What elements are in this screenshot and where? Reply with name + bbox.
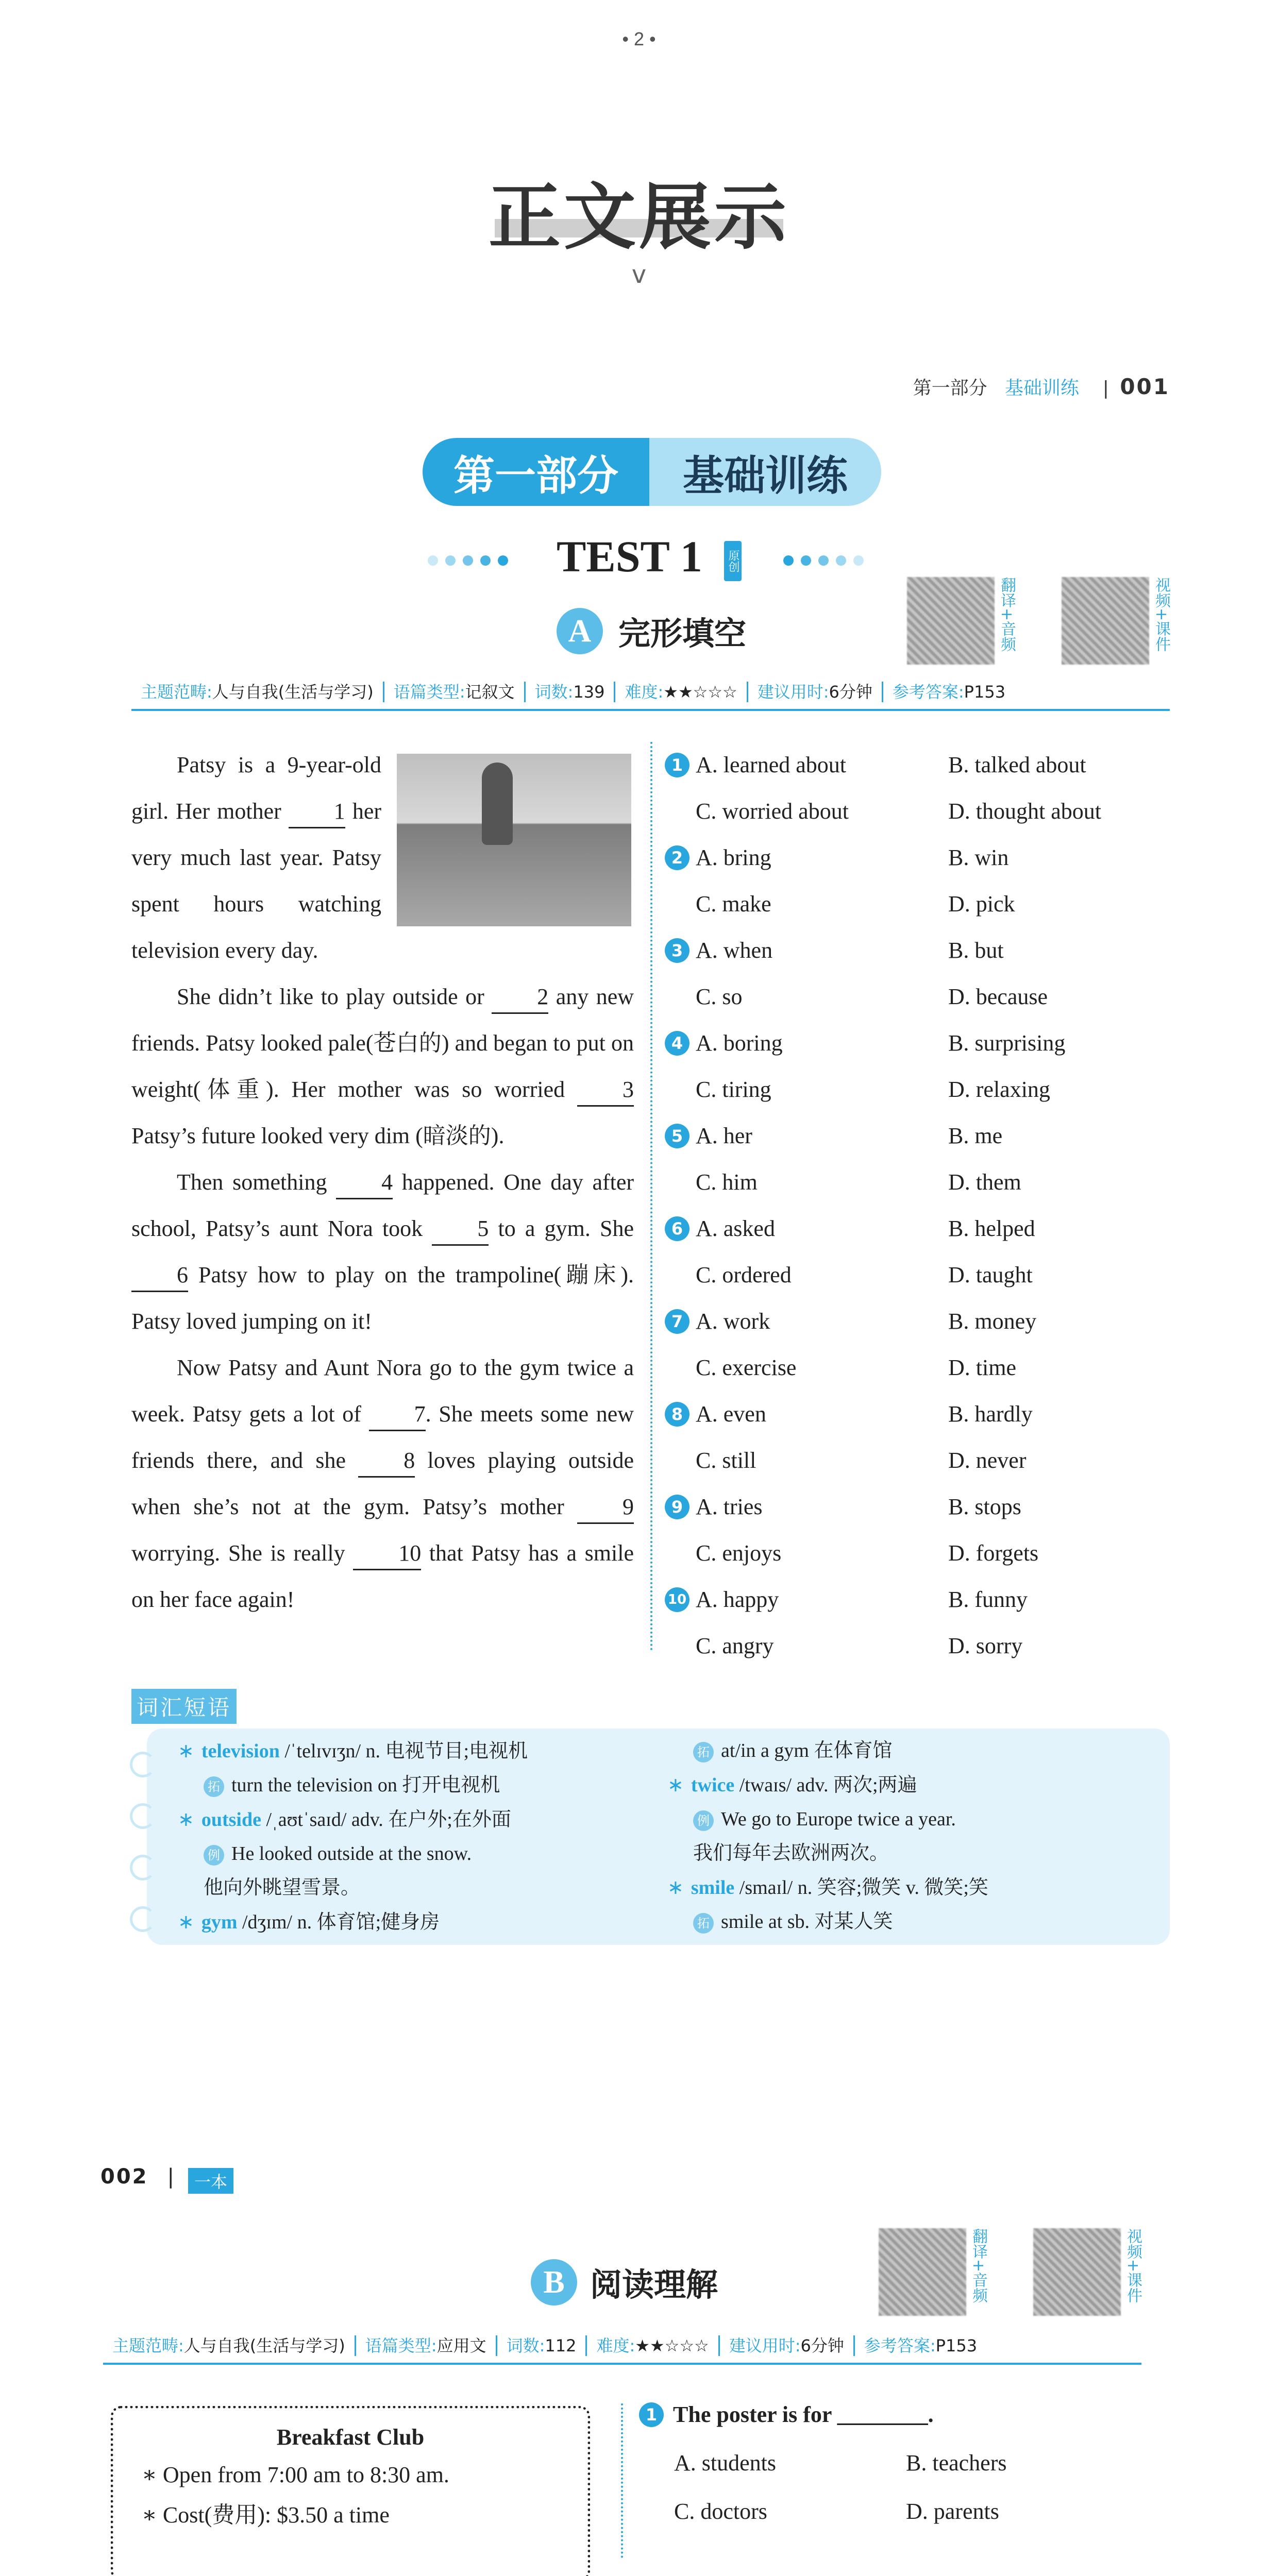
info-words: 词数:139 bbox=[526, 682, 616, 702]
page-mark: • 2 • bbox=[622, 28, 656, 49]
vocab-title: 词汇短语 bbox=[131, 1689, 237, 1724]
decor-dots-left bbox=[428, 555, 508, 566]
header-page-number: 001 bbox=[1120, 374, 1170, 399]
question-number: 1 bbox=[639, 2402, 664, 2427]
question-number: 7 bbox=[665, 1309, 690, 1334]
question-number: 2 bbox=[665, 845, 690, 870]
part-banner bbox=[423, 438, 881, 506]
question-5 bbox=[665, 1113, 1159, 1206]
passage-p2a: She didn’t like to play outside or bbox=[177, 984, 484, 1009]
extend-icon: 拓 bbox=[204, 1776, 224, 1797]
section-title: 阅读理解 bbox=[590, 2266, 718, 2303]
question-number: 1 bbox=[665, 753, 690, 777]
banner-section: 基础训练 bbox=[649, 438, 881, 506]
passage-text bbox=[131, 742, 634, 1623]
option-a[interactable]: A. happy bbox=[696, 1587, 779, 1612]
question-2 bbox=[665, 835, 1159, 927]
question-number: 5 bbox=[665, 1124, 690, 1148]
passage-p4e: that Patsy has a smile on her face again! bbox=[131, 1540, 634, 1612]
blank-9[interactable]: 9 bbox=[577, 1492, 634, 1524]
passage-p4a: Now Patsy and Aunt Nora go to the gym twice a week. Patsy gets a lot of bbox=[131, 1355, 634, 1427]
vocab-word: gym bbox=[201, 1911, 238, 1933]
reading-question-1 bbox=[639, 2391, 1154, 2536]
original-badge: 原创 bbox=[724, 541, 742, 581]
option-a[interactable]: A. even bbox=[696, 1401, 766, 1427]
question-number: 9 bbox=[665, 1495, 690, 1519]
option-a[interactable]: A. boring bbox=[696, 1030, 783, 1056]
blank-4[interactable]: 4 bbox=[336, 1167, 393, 1199]
info-answer: 参考答案:P153 bbox=[892, 682, 1006, 702]
header-divider: | bbox=[1102, 378, 1109, 399]
option-d[interactable]: D. thought about bbox=[948, 799, 1101, 824]
info-bar bbox=[131, 675, 1170, 711]
poster-line: ∗ Cost(费用): $3.50 a time bbox=[142, 2502, 390, 2528]
bullet-icon: ∗ bbox=[178, 1808, 194, 1831]
option-c[interactable]: C. worried about bbox=[696, 799, 849, 824]
column-divider bbox=[650, 742, 652, 1651]
blank-7[interactable]: 7 bbox=[369, 1399, 426, 1431]
option-c[interactable]: C. him bbox=[696, 1170, 758, 1195]
option-d[interactable]: D. pick bbox=[948, 891, 1015, 917]
blank-6[interactable]: 6 bbox=[131, 1260, 188, 1292]
info-difficulty: 难度:★★☆☆☆ bbox=[615, 682, 748, 702]
page2-number: 002 bbox=[100, 2165, 148, 2189]
blank-2[interactable]: 2 bbox=[492, 981, 548, 1014]
banner-part: 第一部分 bbox=[423, 438, 649, 506]
blank-3[interactable]: 3 bbox=[577, 1074, 634, 1107]
option-c[interactable]: C. angry bbox=[696, 1633, 774, 1658]
ring-icon bbox=[130, 1752, 156, 1777]
option-d[interactable]: D. time bbox=[948, 1355, 1016, 1380]
info-answer: 参考答案:P153 bbox=[864, 2336, 978, 2355]
passage-p2b: any new friends. Patsy looked pale(苍白的) and began to put on weight(体重). Her mother was so worried bbox=[131, 984, 634, 1102]
option-b[interactable]: B. win bbox=[948, 845, 1009, 870]
blank-1[interactable]: 1 bbox=[289, 796, 345, 828]
question-3 bbox=[665, 927, 1159, 1020]
option-a[interactable]: A. learned about bbox=[696, 752, 846, 777]
option-d[interactable]: D. parents bbox=[906, 2499, 999, 2524]
qr-label-video: 视频+课件 bbox=[1152, 577, 1170, 652]
page2-badge: 一本 bbox=[188, 2168, 233, 2194]
option-a[interactable]: A. work bbox=[696, 1309, 770, 1334]
question-8 bbox=[665, 1391, 1159, 1484]
passage-p3a: Then something bbox=[177, 1170, 327, 1195]
option-a[interactable]: A. students bbox=[674, 2450, 776, 2476]
passage-p4d: worrying. She is really bbox=[131, 1540, 345, 1566]
info-theme: 主题范畴:人与自我(生活与学习) bbox=[131, 682, 384, 702]
option-c[interactable]: C. tiring bbox=[696, 1077, 771, 1102]
option-d[interactable]: D. relaxing bbox=[948, 1077, 1050, 1102]
option-b[interactable]: B. but bbox=[948, 938, 1004, 963]
option-a[interactable]: A. asked bbox=[696, 1216, 775, 1241]
option-b[interactable]: B. funny bbox=[948, 1587, 1028, 1612]
info-time: 建议用时:6分钟 bbox=[748, 682, 883, 702]
option-d[interactable]: D. forgets bbox=[948, 1540, 1039, 1566]
option-d[interactable]: D. them bbox=[948, 1170, 1021, 1195]
poster-title: Breakfast Club bbox=[276, 2425, 425, 2450]
passage-p3d: Patsy how to play on the trampoline(蹦床). Patsy loved jumping on it! bbox=[131, 1262, 634, 1334]
section-title: 完形填空 bbox=[618, 615, 747, 652]
page2-header bbox=[100, 2165, 176, 2189]
blank-10[interactable]: 10 bbox=[353, 1538, 421, 1570]
question-number: 4 bbox=[665, 1031, 690, 1056]
question-stem: The poster is for ________. bbox=[673, 2402, 934, 2427]
test-title: TEST 1 bbox=[557, 532, 702, 581]
question-number: 6 bbox=[665, 1216, 690, 1241]
photo-spacer bbox=[381, 742, 634, 927]
passage-p4c: loves playing outside when she’s not at the gym. Patsy’s mother bbox=[131, 1448, 634, 1519]
option-d[interactable]: D. because bbox=[948, 984, 1048, 1009]
page2-divider: | bbox=[167, 2165, 176, 2189]
vocab-right-column: 拓 at/in a gym 在体育馆 ∗ twice /twaɪs/ adv. 两次;两遍 例 We go to Europe twice a year. 我们每年去欧洲两次。 ∗ smile /smaɪl/ n. 笑容;微笑 v. 微笑;笑 拓 smile at sb. 对某人笑 bbox=[667, 1734, 988, 1939]
passage-p3b: happened. One day after school, Patsy’s aunt Nora took bbox=[131, 1170, 634, 1241]
bullet-icon: ∗ bbox=[667, 1773, 684, 1796]
passage-p1b: her very much last year. Patsy spent hours watching television every day. bbox=[131, 799, 381, 963]
question-number: 8 bbox=[665, 1402, 690, 1427]
option-a[interactable]: A. bring bbox=[696, 845, 771, 870]
question-6 bbox=[665, 1206, 1159, 1298]
qr-code-video[interactable] bbox=[1062, 577, 1149, 665]
ring-icon bbox=[130, 1906, 156, 1932]
option-b[interactable]: B. helped bbox=[948, 1216, 1035, 1241]
showcase-title: 正文展示 bbox=[488, 176, 789, 260]
header-section: 基础训练 bbox=[1004, 378, 1079, 399]
passage-p2c: Patsy’s future looked very dim (暗淡的). bbox=[131, 1123, 505, 1148]
example-translation: 他向外眺望雪景。 bbox=[204, 1877, 361, 1899]
vocab-word: smile bbox=[691, 1877, 735, 1899]
column-divider bbox=[621, 2403, 623, 2558]
passage-p4b: . She meets some new friends there, and she bbox=[131, 1401, 634, 1473]
qr-code-translation[interactable] bbox=[907, 577, 995, 665]
option-c[interactable]: C. enjoys bbox=[696, 1540, 782, 1566]
option-c[interactable]: C. doctors bbox=[674, 2499, 767, 2524]
decor-dots-right bbox=[783, 555, 864, 566]
info-genre: 语篇类型:记叙文 bbox=[384, 682, 526, 702]
info-genre: 语篇类型:应用文 bbox=[356, 2335, 497, 2356]
question-10 bbox=[665, 1577, 1159, 1669]
info-theme: 主题范畴:人与自我(生活与学习) bbox=[103, 2335, 356, 2356]
option-d[interactable]: D. sorry bbox=[948, 1633, 1023, 1658]
chevron-down-icon[interactable]: v bbox=[631, 260, 647, 289]
option-c[interactable]: C. so bbox=[696, 984, 743, 1009]
example-icon: 例 bbox=[204, 1845, 224, 1866]
example-icon: 例 bbox=[693, 1810, 714, 1831]
extend-icon: 拓 bbox=[693, 1742, 714, 1762]
blank-8[interactable]: 8 bbox=[358, 1445, 415, 1478]
qr-label-video: 视频+课件 bbox=[1124, 2228, 1142, 2303]
option-d[interactable]: D. taught bbox=[948, 1262, 1033, 1287]
option-b[interactable]: B. surprising bbox=[948, 1030, 1066, 1056]
ring-icon bbox=[130, 1855, 156, 1880]
question-number: 10 bbox=[665, 1587, 690, 1612]
qr-label-translation: 翻译+音频 bbox=[998, 577, 1016, 652]
poster-line: ∗ Open from 7:00 am to 8:30 am. bbox=[142, 2462, 449, 2487]
vocab-word: twice bbox=[691, 1774, 735, 1796]
option-c[interactable]: C. still bbox=[696, 1448, 756, 1473]
breakfast-club-poster bbox=[111, 2406, 590, 2576]
option-a[interactable]: A. her bbox=[696, 1123, 752, 1148]
question-9 bbox=[665, 1484, 1159, 1577]
passage-p3c: to a gym. She bbox=[498, 1216, 634, 1241]
question-number: 3 bbox=[665, 938, 690, 963]
options-list bbox=[665, 742, 1159, 1669]
info-time: 建议用时:6分钟 bbox=[720, 2335, 855, 2356]
option-b[interactable]: B. money bbox=[948, 1309, 1037, 1334]
qr-code-translation[interactable] bbox=[879, 2228, 966, 2316]
vocab-left-column: ∗ television /ˈtelɪvɪʒn/ n. 电视节目;电视机 拓 turn the television on 打开电视机 ∗ outside /ˌaʊtˈsaɪd/ adv. 在户外;在外面 例 He looked outside at the snow. 他向外眺望雪景。 ∗ gym /dʒɪm/ n. 体育馆;健身房 bbox=[178, 1739, 528, 1933]
option-a[interactable]: A. tries bbox=[696, 1494, 763, 1519]
header-part: 第一部分 bbox=[913, 378, 987, 399]
page-header bbox=[913, 374, 1170, 400]
vocab-word: outside bbox=[201, 1809, 261, 1831]
passage-p1a: Patsy is a 9-year-old girl. Her mother bbox=[131, 752, 381, 824]
option-b[interactable]: B. talked about bbox=[948, 752, 1086, 777]
option-a[interactable]: A. when bbox=[696, 938, 773, 963]
section-letter-b: B bbox=[531, 2259, 577, 2306]
example-translation: 我们每年去欧洲两次。 bbox=[693, 1842, 889, 1864]
bullet-icon: ∗ bbox=[178, 1910, 194, 1933]
option-c[interactable]: C. exercise bbox=[696, 1355, 797, 1380]
extend-icon: 拓 bbox=[693, 1913, 714, 1934]
option-b[interactable]: B. teachers bbox=[906, 2450, 1007, 2476]
question-1 bbox=[665, 742, 1159, 835]
info-words: 词数:112 bbox=[497, 2335, 587, 2356]
bullet-icon: ∗ bbox=[667, 1876, 684, 1899]
ring-icon bbox=[130, 1803, 156, 1829]
blank-5[interactable]: 5 bbox=[432, 1213, 489, 1246]
vocab-word: television bbox=[201, 1740, 280, 1762]
option-b[interactable]: B. me bbox=[948, 1123, 1003, 1148]
option-c[interactable]: C. ordered bbox=[696, 1262, 792, 1287]
option-d[interactable]: D. never bbox=[948, 1448, 1027, 1473]
qr-code-video[interactable] bbox=[1033, 2228, 1121, 2316]
info-bar bbox=[103, 2329, 1141, 2365]
option-b[interactable]: B. stops bbox=[948, 1494, 1021, 1519]
section-letter-a: A bbox=[557, 608, 603, 654]
bullet-icon: ∗ bbox=[178, 1739, 194, 1762]
question-7 bbox=[665, 1298, 1159, 1391]
qr-label-translation: 翻译+音频 bbox=[969, 2228, 987, 2303]
option-c[interactable]: C. make bbox=[696, 891, 771, 917]
info-difficulty: 难度:★★☆☆☆ bbox=[587, 2335, 719, 2356]
option-b[interactable]: B. hardly bbox=[948, 1401, 1033, 1427]
question-4 bbox=[665, 1020, 1159, 1113]
